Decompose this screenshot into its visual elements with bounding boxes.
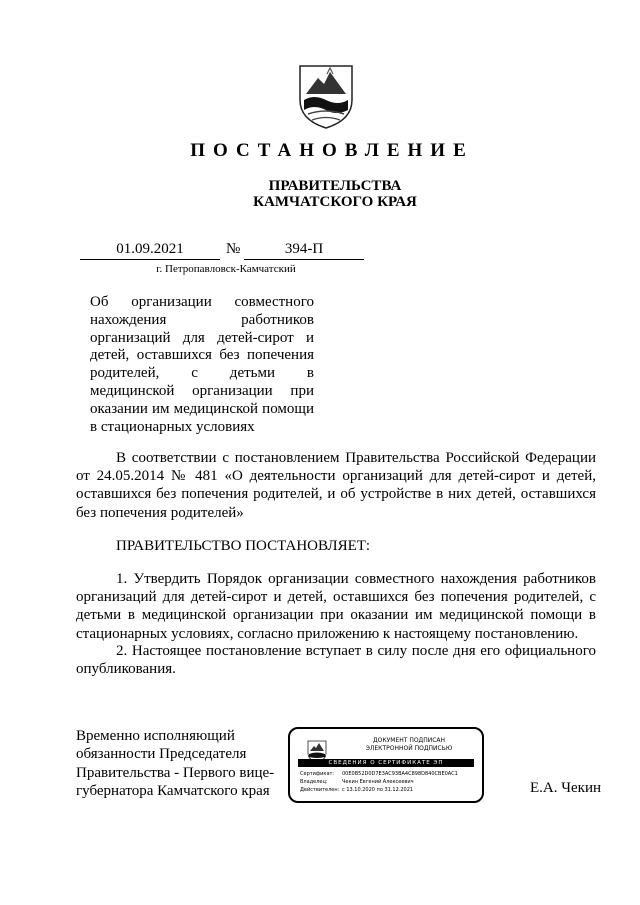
signer-position-line: Правительства - Первого вице- xyxy=(76,764,275,781)
stamp-row-label: Действителен: xyxy=(300,787,340,793)
coat-of-arms-icon xyxy=(296,60,356,130)
number-sign: № xyxy=(226,241,241,257)
stamp-owner-row xyxy=(300,779,414,786)
issuing-body-line1: ПРАВИТЕЛЬСТВА xyxy=(268,178,402,194)
stamp-row-value: с 13.10.2020 по 31.12.2021 xyxy=(342,787,414,793)
signer-position-line: Временно исполняющий xyxy=(76,728,235,744)
stamp-certificate-header: СВЕДЕНИЯ О СЕРТИФИКАТЕ ЭП xyxy=(298,759,474,767)
stamp-row-value: 00E0B52D0D7E3AC93BA4C898D840CBE0AC1 xyxy=(342,771,458,777)
stamp-row-value: Чекин Евгений Алексеевич xyxy=(342,779,414,785)
document-date: 01.09.2021 xyxy=(80,240,220,260)
issuing-body-line2: КАМЧАТСКОГО КРАЯ xyxy=(253,194,417,210)
stamp-title-line1: ДОКУМЕНТ ПОДПИСАН xyxy=(372,737,446,744)
stamp-row-label: Владелец: xyxy=(300,779,328,785)
stamp-title-line2: ЭЛЕКТРОННОЙ ПОДПИСЬЮ xyxy=(365,745,453,752)
document-type-title: ПОСТАНОВЛЕНИЕ xyxy=(190,140,474,161)
signer-position-line: губернатора Камчатского края xyxy=(76,783,270,800)
decree-item-2: 2. Настоящее постановление вступает в силу после дня его официального опубликования. xyxy=(76,643,596,678)
stamp-row-label: Сертификат: xyxy=(300,771,335,777)
decree-item-1: 1. Утвердить Порядок организации совместного нахождения работников организаций для детей-сирот и детей, оставшихся без попечения родителей, с детьми в медицинской организации при оказании им медицинской помощи в стационарных условиях, согласно приложению к настоящему постановлению. xyxy=(76,571,596,642)
decree-heading: ПРАВИТЕЛЬСТВО ПОСТАНОВЛЯЕТ: xyxy=(116,538,371,554)
preamble-paragraph: В соответствии с постановлением Правительства Российской Федерации от 24.05.2014 № 481 «О деятельности организаций для детей-сирот и детей, оставшихся без попечения родителей, и об устройстве в них детей, оставшихся без попечения родителей» xyxy=(76,450,596,521)
stamp-validity-row xyxy=(300,787,413,794)
document-subject: Об организации совместного нахождения работников организаций для детей-сирот и детей, оставшихся без попечения родителей, с детьми в медицинской организации при оказании им медицинской помощи в стационарных условиях xyxy=(90,294,314,435)
document-number: 394-П xyxy=(244,240,364,260)
stamp-certificate-row xyxy=(300,771,458,778)
city-of-issue: г. Петропавловск-Камчатский xyxy=(156,263,296,275)
signer-position-line: обязанности Председателя xyxy=(76,746,247,763)
electronic-signature-stamp xyxy=(288,727,484,803)
signer-name: Е.А. Чекин xyxy=(530,780,601,796)
signer-position xyxy=(76,727,276,801)
